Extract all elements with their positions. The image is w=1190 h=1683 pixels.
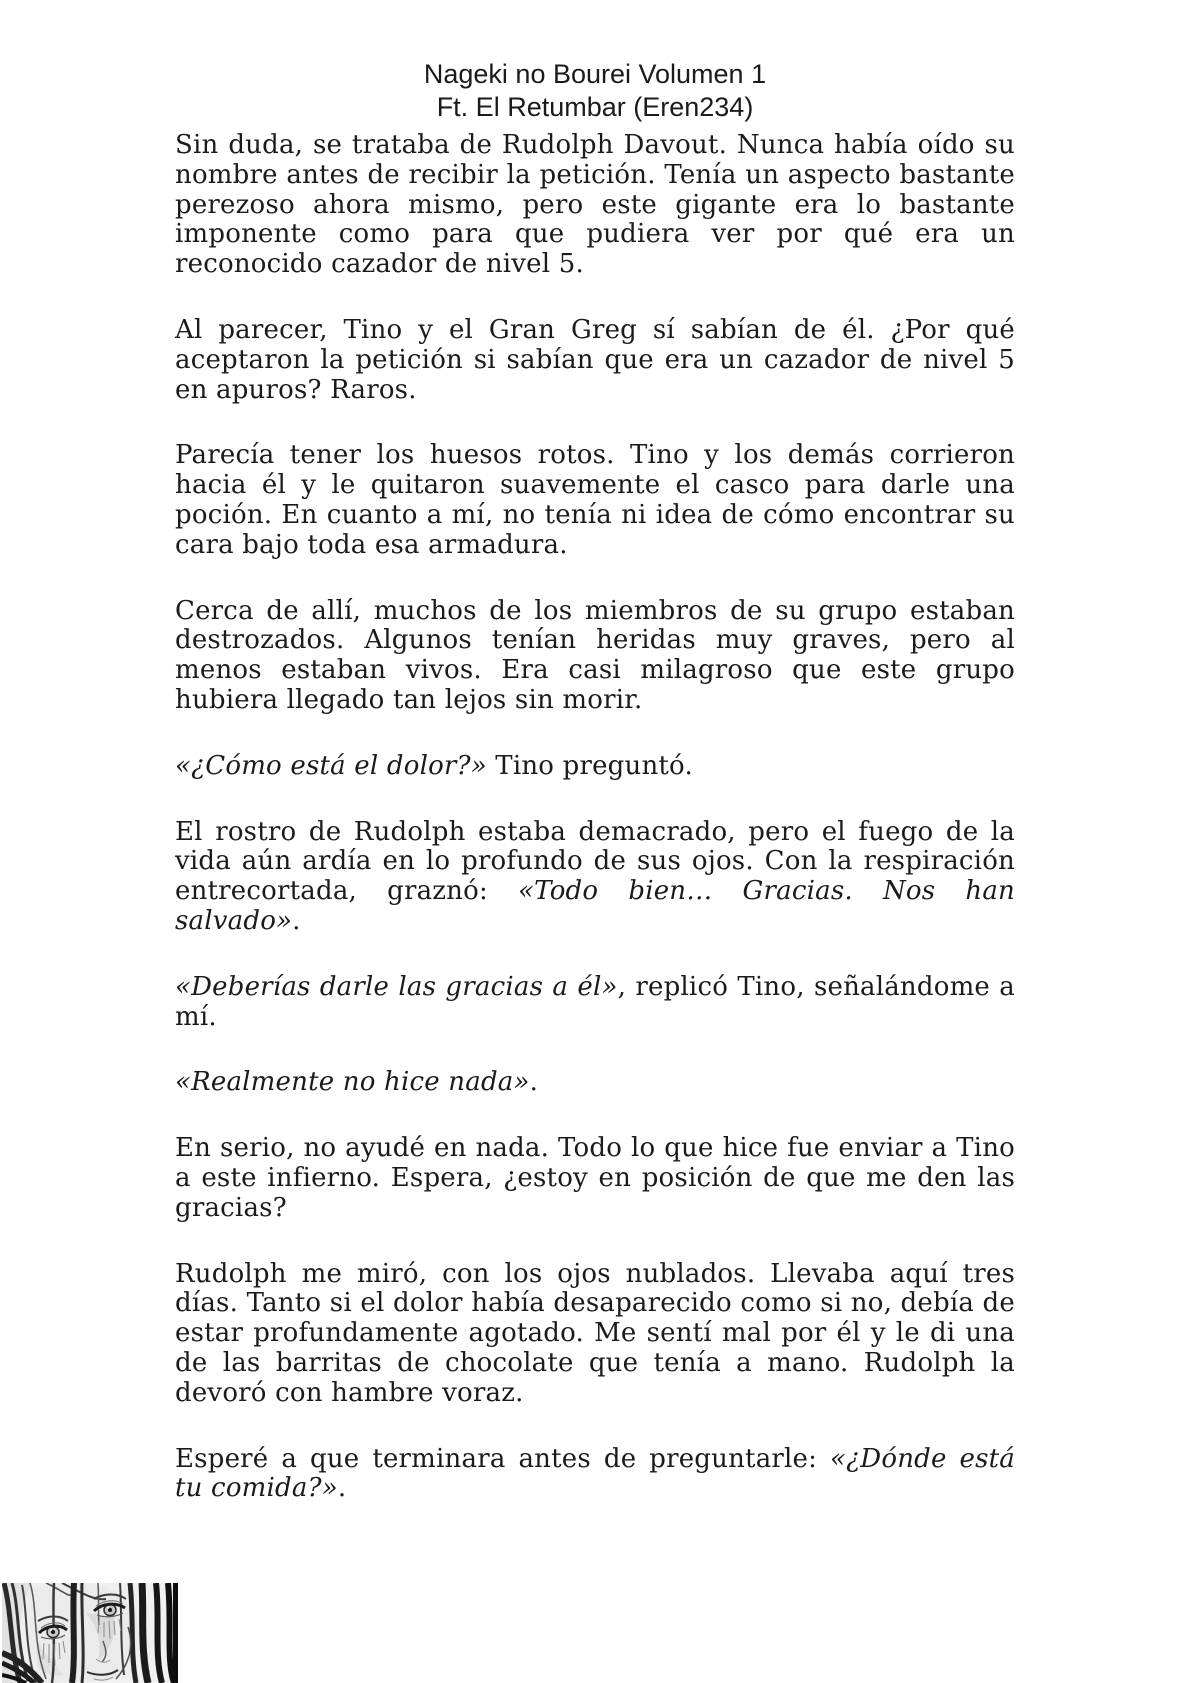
manga-face-image [2, 1583, 178, 1683]
italic-text-run: «Todo bien… Gracias. Nos han salvado» [175, 876, 1015, 936]
text-run: El rostro de Rudolph estaba demacrado, pero el fuego de la vida aún ardía en lo profundo de sus ojos. Con la respiración entrecortada, graznó: [175, 816, 1015, 907]
text-run: . [337, 1473, 347, 1504]
document-header [0, 0, 1190, 124]
paragraph [175, 752, 1015, 782]
paragraph [175, 131, 1015, 280]
text-run: Sin duda, se trataba de Rudolph Davout. Nunca había oído su nombre antes de recibir la petición. Tenía un aspecto bastante perezoso ahora mismo, pero este gigante era lo bastante imponente como para que pudiera ver por qué era un reconocido cazador de nivel 5. [175, 130, 1015, 280]
paragraph [175, 597, 1015, 716]
text-run: . [529, 1067, 539, 1098]
document-body [175, 131, 1015, 1504]
text-run: , replicó Tino, señalándome a mí. [175, 971, 1015, 1032]
italic-text-run: «Deberías darle las gracias a él» [175, 971, 618, 1002]
text-run: Al parecer, Tino y el Gran Greg sí sabían de él. ¿Por qué aceptaron la petición si sabían que era un cazador de nivel 5 en apuros? Raros. [175, 314, 1015, 405]
text-run: Tino preguntó. [486, 750, 693, 781]
paragraph [175, 1260, 1015, 1409]
paragraph [175, 818, 1015, 937]
text-run: En serio, no ayudé en nada. Todo lo que hice fue enviar a Tino a este infierno. Espera, ¿estoy en posición de que me den las gracias? [175, 1133, 1015, 1223]
text-run: Rudolph me miró, con los ojos nublados. Llevaba aquí tres días. Tanto si el dolor había desaparecido como si no, debía de estar profundamente agotado. Me sentí mal por él y le di una de las barritas de chocolate que tenía a mano. Rudolph la devoró con hambre voraz. [175, 1258, 1015, 1408]
document-subtitle: Ft. El Retumbar (Eren234) [436, 92, 754, 122]
paragraph [175, 1134, 1015, 1223]
paragraph [175, 316, 1015, 405]
italic-text-run: «Realmente no hice nada» [175, 1067, 530, 1098]
text-run: Parecía tener los huesos rotos. Tino y los demás corrieron hacia él y le quitaron suavemente el casco para darle una poción. En cuanto a mí, no tenía ni idea de cómo encontrar su cara bajo toda esa armadura. [175, 440, 1015, 560]
paragraph [175, 441, 1015, 560]
italic-text-run: «¿Cómo está el dolor?» [175, 750, 487, 781]
paragraph [175, 973, 1015, 1033]
text-run: Esperé a que terminara antes de preguntarle: [175, 1443, 831, 1474]
paragraph [175, 1445, 1015, 1505]
text-run: Cerca de allí, muchos de los miembros de su grupo estaban destrozados. Algunos tenían heridas muy graves, pero al menos estaban vivos. Era casi milagroso que este grupo hubiera llegado tan lejos sin morir. [175, 595, 1015, 715]
text-run: . [292, 905, 301, 936]
italic-text-run: «¿Dónde está tu comida?» [175, 1443, 1016, 1504]
manga-face-illustration [2, 1583, 178, 1683]
paragraph [175, 1068, 1015, 1098]
document-title: Nageki no Bourei Volumen 1 [423, 59, 767, 89]
